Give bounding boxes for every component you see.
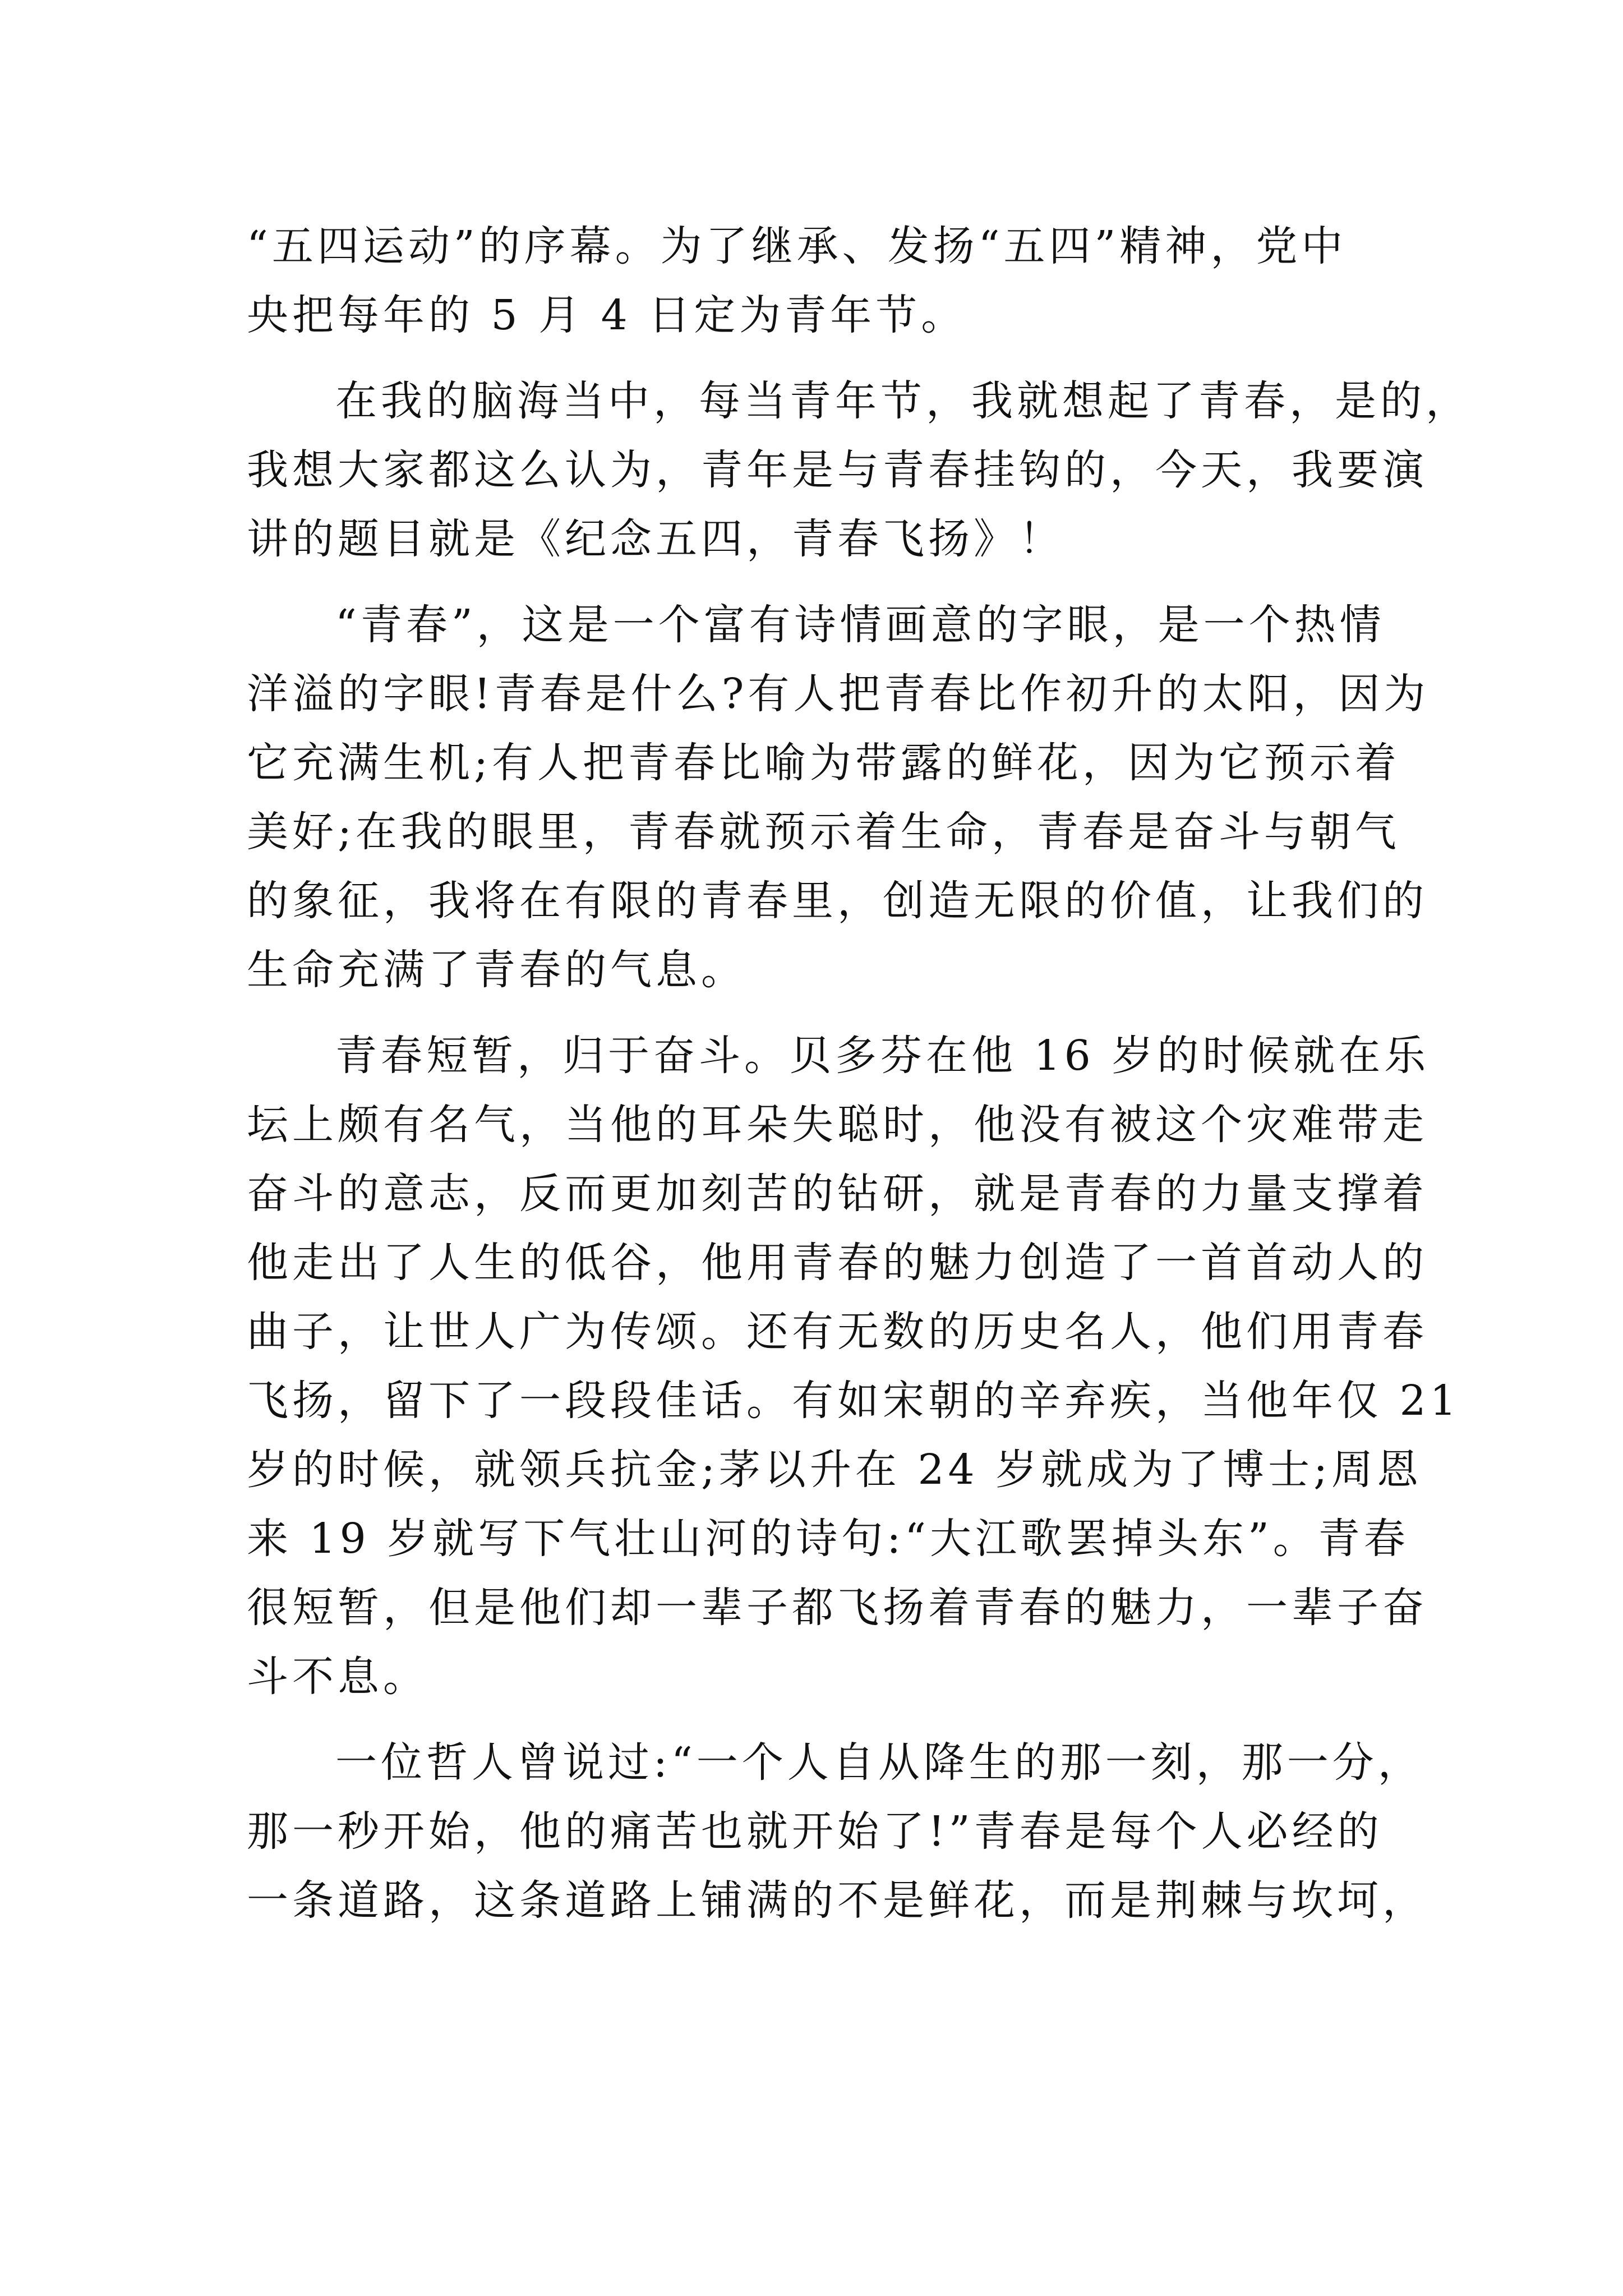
text-line: 奋斗的意志，反而更加刻苦的钻研，就是青春的力量支撑着	[247, 1170, 1428, 1218]
text-line: 很短暂，但是他们却一辈子都飞扬着青春的魅力，一辈子奋	[247, 1584, 1428, 1632]
text-line: 一条道路，这条道路上铺满的不是鲜花，而是荆棘与坎坷，	[247, 1876, 1428, 1925]
text-line: 斗不息。	[247, 1653, 428, 1701]
text-line: 曲子，让世人广为传颂。还有无数的历史名人，他们用青春	[247, 1308, 1428, 1356]
text-line: 的象征，我将在有限的青春里，创造无限的价值，让我们的	[247, 877, 1428, 925]
text-line: 洋溢的字眼!青春是什么?有人把青春比作初升的太阳，因为	[247, 670, 1430, 718]
text-line: 飞扬，留下了一段段佳话。有如宋朝的辛弃疾，当他年仅 21	[247, 1377, 1460, 1425]
text-line: 那一秒开始，他的痛苦也就开始了!”青春是每个人必经的	[247, 1807, 1383, 1856]
text-line: “五四运动”的序幕。为了继承、发扬“五四”精神，党中	[247, 222, 1347, 270]
text-line: 岁的时候，就领兵抗金;茅以升在 24 岁就成为了博士;周恩	[247, 1446, 1423, 1494]
text-line: 生命充满了青春的气息。	[247, 946, 746, 994]
text-line: 坛上颇有名气，当他的耳朵失聪时，他没有被这个灾难带走	[247, 1101, 1428, 1149]
text-line: 在我的脑海当中，每当青年节，我就想起了青春，是的，	[335, 377, 1471, 425]
text-line: 它充满生机;有人把青春比喻为带露的鲜花，因为它预示着	[247, 739, 1400, 787]
text-line: “青春”，这是一个富有诗情画意的字眼，是一个热情	[335, 601, 1385, 649]
text-line: 讲的题目就是《纪念五四，青春飞扬》！	[247, 515, 1064, 563]
text-line: 他走出了人生的低谷，他用青春的魅力创造了一首首动人的	[247, 1239, 1428, 1287]
text-line: 一位哲人曾说过:“一个人自从降生的那一刻，那一分，	[335, 1738, 1423, 1787]
text-line: 央把每年的 5 月 4 日定为青年节。	[247, 291, 967, 339]
text-line: 来 19 岁就写下气壮山河的诗句:“大江歌罢掉头东”。青春	[247, 1515, 1409, 1563]
text-line: 美好;在我的眼里，青春就预示着生命，青春是奋斗与朝气	[247, 808, 1400, 856]
text-line: 我想大家都这么认为，青年是与青春挂钩的，今天，我要演	[247, 446, 1428, 494]
text-line: 青春短暂，归于奋斗。贝多芬在他 16 岁的时候就在乐	[335, 1032, 1430, 1080]
body-text	[247, 212, 1471, 1935]
